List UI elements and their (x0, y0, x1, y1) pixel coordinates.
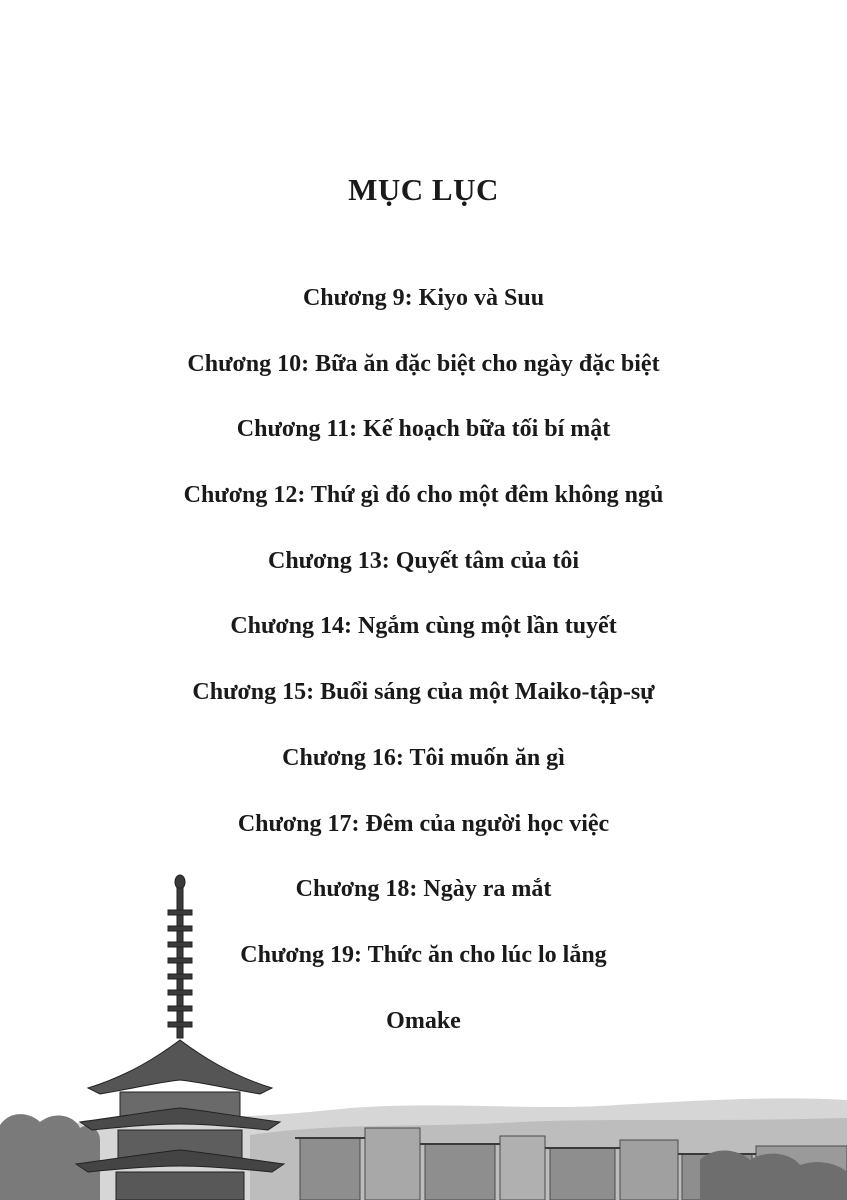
toc-entry-chapter-17[interactable]: Chương 17: Đêm của người học việc (237, 810, 610, 837)
pagoda-cityscape-illustration (0, 860, 847, 1200)
toc-entry-chapter-10[interactable]: Chương 10: Bữa ăn đặc biệt cho ngày đặc biệt (187, 350, 660, 377)
toc-entry-chapter-15[interactable]: Chương 15: Buổi sáng của một Maiko-tập-sự (192, 679, 655, 706)
toc-entry-chapter-19[interactable]: Chương 19: Thức ăn cho lúc lo lắng (240, 941, 607, 968)
toc-entry-chapter-13[interactable]: Chương 13: Quyết tâm của tôi (267, 547, 579, 574)
toc-entry-chapter-16[interactable]: Chương 16: Tôi muốn ăn gì (282, 744, 565, 771)
toc-entry-omake[interactable]: Omake (386, 1007, 461, 1034)
page-title: MỤC LỤC (348, 172, 499, 207)
tree-mass-left (0, 1114, 100, 1200)
toc-entry-chapter-9[interactable]: Chương 9: Kiyo và Suu (302, 285, 545, 311)
toc-entry-chapter-14[interactable]: Chương 14: Ngắm cùng một lần tuyết (230, 613, 617, 640)
toc-entry-chapter-18[interactable]: Chương 18: Ngày ra mắt (295, 876, 552, 903)
toc-entry-chapter-12[interactable]: Chương 12: Thứ gì đó cho một đêm không ngủ (183, 482, 664, 509)
toc-entry-chapter-11[interactable]: Chương 11: Kế hoạch bữa tối bí mật (236, 416, 611, 443)
